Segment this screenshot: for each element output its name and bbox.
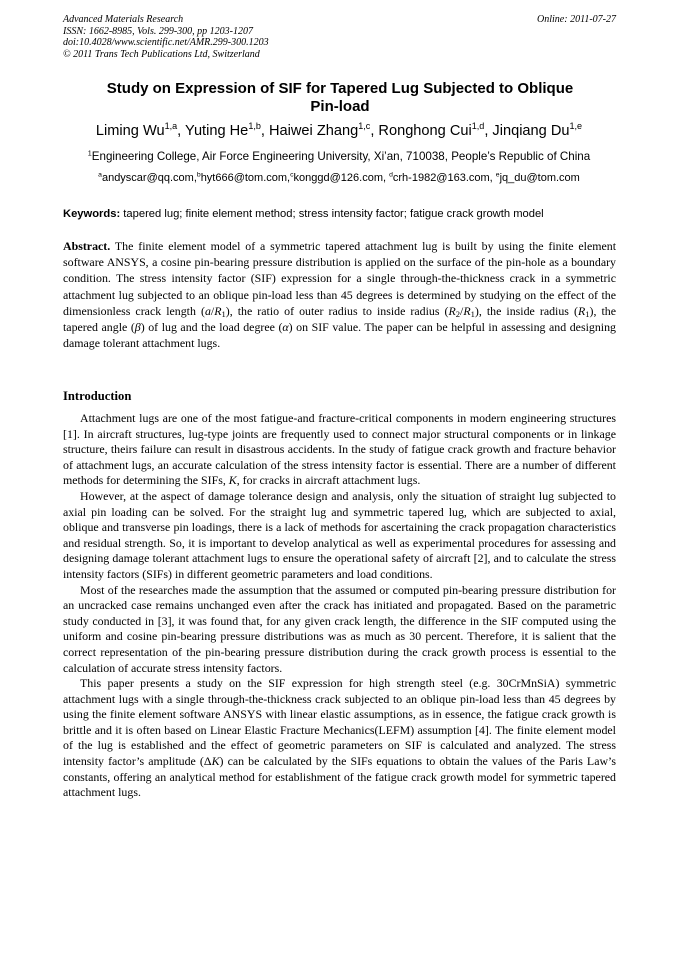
author-name: Ronghong Cui: [378, 123, 472, 139]
author-separator: ,: [370, 123, 379, 139]
affiliation-sup: 1: [87, 148, 92, 158]
issn-line: ISSN: 1662-8985, Vols. 299-300, pp 1203-1207: [63, 25, 253, 37]
symbol-R: R: [463, 303, 471, 318]
affiliation: [40, 150, 638, 164]
abstract-label: Abstract.: [63, 239, 111, 253]
online-date: Online: 2011-07-27: [537, 14, 616, 25]
abstract-text: The finite element model of a symmetric tapered attachment lug is built by using the finite element software ANSYS, a cosine pin-bearing pressure distribution is applied on the surface of the pin-hole as a boundary condition. The stress intensity factor (SIF) expression for a single through-the-thickness crack in a symmetric attachment lug subjected to an oblique pin-load less than 45 degrees is determined by studying on the effect of the dimensionless crack length (: [63, 239, 616, 318]
author-affil-sup: 1,d: [471, 121, 485, 132]
introduction-body: [63, 411, 616, 801]
symbol-slash: /: [460, 303, 464, 318]
abstract-text: ), the tapered angle (: [63, 303, 616, 335]
email-sup: b: [196, 171, 201, 179]
author-name: Jinqiang Du: [492, 123, 570, 139]
paragraph: [63, 411, 616, 489]
subscript-1: 1: [221, 308, 226, 319]
paragraph-text: This paper presents a study on the SIF expression for high strength steel (e.g. 30CrMnSiA) symmetric attachment lugs with a single through-the-thickness crack subjected to an oblique pin-load less than 45 degrees by using the finite element software ANSYS with linear elastic assumptions, as in essence, the fatigue crack growth is brittle and it is often based on Linear Elastic Fracture Mechanics(LEFM) assumption [4]. The finite element model of the lug is established and the effect of geometric parameters on SIF is calculated and analyzed. The stress intensity factor’s amplitude (: [63, 676, 616, 769]
doi-line: doi:10.4028/www.scientific.net/AMR.299-300.1203: [63, 37, 269, 49]
abstract-text: ), the ratio of outer radius to inside radius (: [225, 303, 449, 318]
paragraph-text: , for cracks in aircraft attachment lugs.: [236, 473, 421, 488]
symbol-delta: Δ: [203, 754, 212, 769]
copyright-line: © 2011 Trans Tech Publications Ltd, Switzerland: [63, 48, 260, 60]
abstract-text: ), the inside radius (: [474, 303, 578, 318]
email-address: hyt666@tom.com,: [200, 172, 291, 184]
abstract-text: ) on SIF value. The paper can be helpful in assessing and designing damage tolerant attachment lugs.: [63, 320, 616, 351]
introduction-heading: Introduction: [63, 389, 132, 403]
symbol-R: R: [577, 303, 586, 318]
paragraph: Most of the researches made the assumption that the assumed or computed pin-bearing pressure distribution for an uncracked case remains unchanged even after the crack has initiated and propagated. Based on the parametric study conducted in [3], it was found that, for any given crack length, the difference in the SIF computed using the uniform and cosine pin-bearing pressure distributions was as much as 30 percent. Therefore, it is salient that the correct representation of the pin-bearing pressure distribution during the crack growth process is essential to the calculation of accurate stress intensity factors.: [63, 582, 616, 675]
subscript-1: 1: [585, 308, 590, 319]
email-address: konggd@126.com,: [293, 172, 390, 184]
abstract: [63, 238, 616, 351]
journal-header: [63, 14, 616, 60]
author-name: Yuting He: [185, 123, 249, 139]
author-separator: ,: [177, 123, 186, 139]
email-list: [40, 171, 638, 185]
paper-title: [70, 80, 610, 116]
email-address: andyscar@qq.com,: [101, 172, 197, 184]
symbol-alpha: α: [282, 320, 289, 335]
author-separator: ,: [484, 123, 493, 139]
keywords: [63, 207, 623, 221]
author-affil-sup: 1,a: [164, 121, 178, 132]
title-line-2: Pin-load: [310, 98, 370, 115]
keywords-label: Keywords:: [63, 208, 121, 220]
keywords-text: tapered lug; finite element method; stress intensity factor; fatigue crack growth model: [120, 208, 544, 220]
symbol-beta: β: [134, 320, 141, 335]
symbol-K: K: [211, 754, 220, 769]
paragraph: [63, 676, 616, 801]
paragraph-text: Attachment lugs are one of the most fatigue-and fracture-critical components in modern engineering structures [1]. In aircraft structures, lug-type joints are frequently used to connect major structural components or in linkage structure, theirs failure can result in disastrous accidents. In the study of fatigue crack growth and fracture behavior of attachment lugs, an accurate calculation of the stress intensity factor is essential. There are a number of different methods for determining the SIFs,: [63, 411, 616, 488]
author-affil-sup: 1,c: [358, 121, 371, 132]
paragraph: However, at the aspect of damage tolerance design and analysis, only the situation of straight lug subjected to axial pin loading can be solved. For the straight lug and symmetric tapered lug, which are subjected to axial, oblique and transverse pin loadings, there is a lack of methods for ascertaining the crack propagation characteristics and residual strength. So, it is important to develop analytical as well as experimental procedures for assessing and designing damage tolerant attachment lugs to ensure the operational safety of aircraft [2], and to calculate the stress intensity factors (SIFs) in different geometric parameters and load conditions.: [63, 488, 616, 581]
subscript-2: 2: [455, 308, 461, 319]
author-name: Liming Wu: [95, 123, 165, 139]
symbol-K: K: [228, 473, 237, 488]
author-affil-sup: 1,e: [569, 121, 583, 132]
email-address: jq_du@tom.com: [499, 172, 580, 184]
symbol-a: a: [204, 303, 211, 318]
email-sup: d: [389, 171, 393, 179]
title-line-1: Study on Expression of SIF for Tapered Lug Subjected to Oblique: [106, 80, 574, 97]
email-address: crh-1982@163.com,: [392, 172, 496, 184]
abstract-text: ) of lug and the load degree (: [140, 320, 283, 335]
author-separator: ,: [260, 123, 269, 139]
email-sup: e: [495, 171, 500, 179]
subscript-1: 1: [470, 308, 475, 319]
affiliation-text: Engineering College, Air Force Engineering University, Xi’an, 710038, People’s Republic of China: [91, 150, 591, 163]
author-list: [40, 122, 638, 140]
symbol-R: R: [214, 303, 222, 318]
journal-name: Advanced Materials Research: [63, 14, 184, 25]
paragraph-text: ) can be calculated by the SIFs equations to obtain the values of the Paris Law’s constants, offering an analytical method for establishment of the fatigue crack growth model for symmetric tapered attachment lugs.: [63, 754, 616, 800]
author-affil-sup: 1,b: [248, 121, 261, 132]
symbol-R: R: [448, 303, 456, 318]
email-sup: c: [290, 171, 294, 179]
symbol-slash: /: [210, 303, 215, 318]
author-name: Haiwei Zhang: [269, 123, 359, 139]
email-sup: a: [98, 171, 102, 179]
